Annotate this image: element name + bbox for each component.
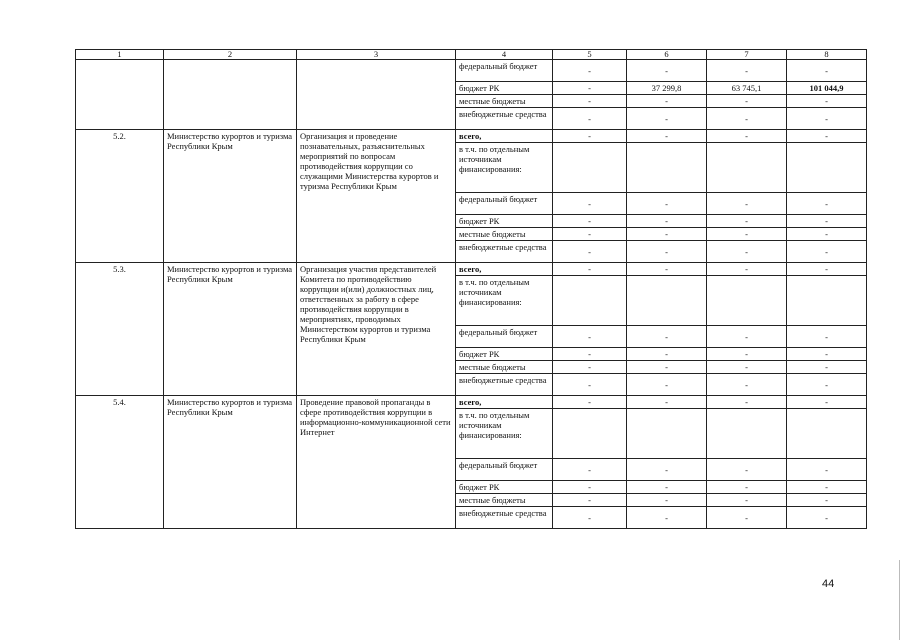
source-cell: федеральный бюджет (456, 60, 553, 82)
empty-cell (627, 409, 707, 459)
financing-table (75, 49, 867, 529)
value-cell: - (787, 326, 867, 348)
executor-cell: Министерство курортов и туризма Республики Крым (164, 396, 297, 529)
value-cell: - (553, 215, 627, 228)
value-cell: - (787, 108, 867, 130)
value-cell: - (707, 130, 787, 143)
value-cell: - (787, 459, 867, 481)
source-cell: внебюджетные средства (456, 241, 553, 263)
value-cell: - (553, 494, 627, 507)
table-row (76, 263, 867, 276)
source-breakdown-label: в т.ч. по отдельным источникам финансирования: (456, 409, 553, 459)
value-cell: - (787, 95, 867, 108)
source-cell: федеральный бюджет (456, 193, 553, 215)
value-cell: - (627, 108, 707, 130)
value-cell: - (627, 228, 707, 241)
source-cell: внебюджетные средства (456, 374, 553, 396)
source-cell: бюджет РК (456, 481, 553, 494)
value-cell: - (553, 326, 627, 348)
activity-cell: Организация участия представителей Комитета по противодействию коррупции и(или) должностных лиц, ответственных за работу в сфере противодействия коррупции в мероприятиях, проводимых Министерством курортов и туризма Республики Крым (297, 263, 456, 396)
executor-cell: Министерство курортов и туризма Республики Крым (164, 263, 297, 396)
table-row (76, 130, 867, 143)
value-cell: - (787, 263, 867, 276)
source-cell: местные бюджеты (456, 95, 553, 108)
value-cell: - (707, 95, 787, 108)
value-cell: - (553, 130, 627, 143)
value-cell: - (553, 60, 627, 82)
column-number: 2 (164, 50, 297, 60)
value-cell: - (707, 348, 787, 361)
value-cell: - (627, 494, 707, 507)
source-cell: местные бюджеты (456, 361, 553, 374)
item-number: 5.2. (76, 130, 164, 263)
value-cell: - (707, 108, 787, 130)
value-cell: - (787, 361, 867, 374)
activity-cell: Организация и проведение познавательных, разъяснительных мероприятий по вопросам противодействия коррупции со служащими Министерства курортов и туризма Республики Крым (297, 130, 456, 263)
value-cell: 63 745,1 (707, 82, 787, 95)
value-cell: - (787, 215, 867, 228)
value-cell: - (553, 507, 627, 529)
value-cell: - (787, 60, 867, 82)
value-cell: - (553, 481, 627, 494)
column-number: 3 (297, 50, 456, 60)
value-cell: - (707, 60, 787, 82)
source-breakdown-label: в т.ч. по отдельным источникам финансирования: (456, 143, 553, 193)
item-number: 5.3. (76, 263, 164, 396)
source-cell: федеральный бюджет (456, 326, 553, 348)
value-cell: - (707, 228, 787, 241)
value-cell: - (707, 326, 787, 348)
total-label: всего, (456, 130, 553, 143)
value-cell: - (627, 60, 707, 82)
empty-cell (787, 409, 867, 459)
total-label: всего, (456, 396, 553, 409)
value-cell: - (627, 130, 707, 143)
value-cell: - (707, 215, 787, 228)
empty-cell (553, 409, 627, 459)
value-cell: - (553, 193, 627, 215)
value-cell: - (707, 494, 787, 507)
source-cell: местные бюджеты (456, 228, 553, 241)
value-cell: - (553, 396, 627, 409)
value-cell: - (553, 108, 627, 130)
source-cell: местные бюджеты (456, 494, 553, 507)
empty-cell (707, 276, 787, 326)
empty-cell (787, 276, 867, 326)
column-number: 8 (787, 50, 867, 60)
source-cell: бюджет РК (456, 82, 553, 95)
empty-cell (707, 409, 787, 459)
value-cell: - (627, 507, 707, 529)
empty-cell (627, 276, 707, 326)
value-cell: - (787, 396, 867, 409)
empty-cell (553, 276, 627, 326)
value-cell: - (787, 481, 867, 494)
value-cell: - (553, 241, 627, 263)
column-number: 4 (456, 50, 553, 60)
value-cell: 101 044,9 (787, 82, 867, 95)
value-cell: - (553, 263, 627, 276)
value-cell: - (707, 507, 787, 529)
activity-cell: Проведение правовой пропаганды в сфере противодействия коррупции в информационно-коммуникационной сети Интернет (297, 396, 456, 529)
source-cell: бюджет РК (456, 348, 553, 361)
value-cell: - (707, 263, 787, 276)
value-cell: - (787, 494, 867, 507)
table-row (76, 60, 867, 82)
value-cell: - (787, 228, 867, 241)
value-cell: - (627, 396, 707, 409)
value-cell: - (787, 241, 867, 263)
value-cell: - (553, 374, 627, 396)
value-cell: - (787, 348, 867, 361)
continuation-activity-cell (297, 60, 456, 130)
item-number: 5.4. (76, 396, 164, 529)
column-number: 7 (707, 50, 787, 60)
column-number: 5 (553, 50, 627, 60)
value-cell: - (553, 228, 627, 241)
value-cell: - (553, 459, 627, 481)
executor-cell: Министерство курортов и туризма Республики Крым (164, 130, 297, 263)
value-cell: - (627, 263, 707, 276)
total-label: всего, (456, 263, 553, 276)
empty-cell (787, 143, 867, 193)
value-cell: - (707, 396, 787, 409)
source-breakdown-label: в т.ч. по отдельным источникам финансирования: (456, 276, 553, 326)
column-number: 6 (627, 50, 707, 60)
source-cell: бюджет РК (456, 215, 553, 228)
empty-cell (707, 143, 787, 193)
value-cell: - (707, 241, 787, 263)
value-cell: - (627, 459, 707, 481)
value-cell: - (787, 130, 867, 143)
value-cell: - (707, 459, 787, 481)
value-cell: - (627, 193, 707, 215)
source-cell: федеральный бюджет (456, 459, 553, 481)
column-number: 1 (76, 50, 164, 60)
value-cell: - (627, 95, 707, 108)
continuation-number-cell (76, 60, 164, 130)
table-row (76, 396, 867, 409)
value-cell: - (787, 507, 867, 529)
value-cell: - (627, 326, 707, 348)
value-cell: - (707, 193, 787, 215)
value-cell: - (627, 215, 707, 228)
value-cell: - (553, 361, 627, 374)
value-cell: - (627, 348, 707, 361)
scan-edge-line (899, 560, 900, 640)
value-cell: - (553, 82, 627, 95)
value-cell: - (707, 481, 787, 494)
continuation-executor-cell (164, 60, 297, 130)
column-number-row (76, 50, 867, 60)
value-cell: - (787, 193, 867, 215)
value-cell: - (627, 361, 707, 374)
value-cell: - (707, 374, 787, 396)
value-cell: - (627, 374, 707, 396)
page-number: 44 (822, 578, 835, 590)
value-cell: - (627, 481, 707, 494)
value-cell: - (787, 374, 867, 396)
value-cell: - (553, 348, 627, 361)
value-cell: - (627, 241, 707, 263)
source-cell: внебюджетные средства (456, 507, 553, 529)
value-cell: 37 299,8 (627, 82, 707, 95)
empty-cell (627, 143, 707, 193)
value-cell: - (553, 95, 627, 108)
source-cell: внебюджетные средства (456, 108, 553, 130)
value-cell: - (707, 361, 787, 374)
empty-cell (553, 143, 627, 193)
